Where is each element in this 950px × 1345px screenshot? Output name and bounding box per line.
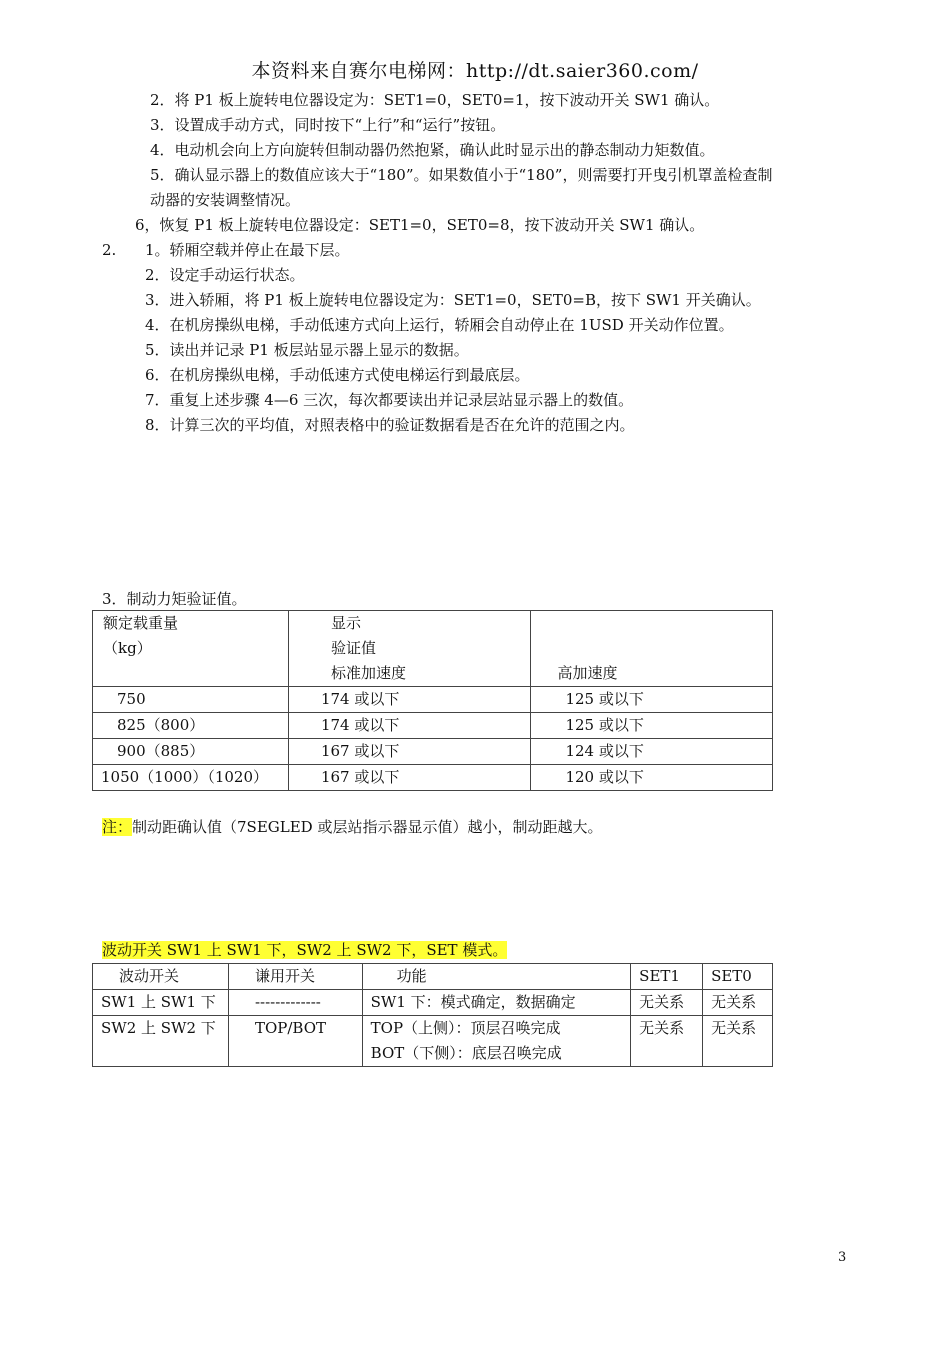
table-cell — [362, 1016, 631, 1067]
table-cell: 825（800） — [93, 713, 289, 739]
step-line: 6，恢复 P1 板上旋转电位器设定：SET1=0，SET0=8，按下波动开关 SW1 确认。 — [135, 216, 705, 234]
table-cell: 174 或以下 — [288, 713, 531, 739]
table-header-row — [93, 964, 773, 990]
table-cell: 124 或以下 — [531, 739, 773, 765]
table-row — [93, 1016, 773, 1067]
header-cell: 谦用开关 — [228, 964, 362, 990]
table-cell: 900（885） — [93, 739, 289, 765]
page-number: 3 — [838, 1250, 847, 1265]
step-line: 2．将 P1 板上旋转电位器设定为：SET1=0，SET0=1，按下波动开关 SW1 确认。 — [150, 91, 720, 109]
table-cell: 无关系 — [631, 990, 703, 1016]
table-row — [93, 739, 773, 765]
table-cell: 无关系 — [703, 990, 773, 1016]
table-cell: SW2 上 SW2 下 — [93, 1016, 229, 1067]
table-cell: SW1 上 SW1 下 — [93, 990, 229, 1016]
function-line: TOP（上侧）：顶层召唤完成 — [370, 1019, 561, 1037]
step-line: 6．在机房操纵电梯，手动低速方式使电梯运行到最底层。 — [145, 366, 530, 384]
step-line: 7．重复上述步骤 4—6 三次，每次都要读出并记录层站显示器上的数值。 — [145, 391, 634, 409]
table-cell: 125 或以下 — [531, 713, 773, 739]
step-line: 3．设置成手动方式，同时按下“上行”和“运行”按钮。 — [150, 116, 506, 134]
table-row — [93, 990, 773, 1016]
table-cell: 750 — [93, 687, 289, 713]
section-number: 2. — [102, 241, 117, 259]
function-line: BOT（下侧）：底层召唤完成 — [370, 1044, 562, 1062]
section-title: 3．制动力矩验证值。 — [102, 590, 247, 608]
table-cell: 1050（1000）（1020） — [93, 765, 289, 791]
table-cell: 无关系 — [631, 1016, 703, 1067]
header-cell: SET1 — [631, 964, 703, 990]
note-text: 制动距确认值（7SEGLED 或层站指示器显示值）越小，制动距越大。 — [132, 818, 603, 836]
note-label: 注： — [102, 818, 133, 836]
header-cell: 高加速度 — [557, 664, 618, 682]
brake-torque-table — [92, 610, 773, 791]
header-cell: 功能 — [362, 964, 631, 990]
step-line: 3．进入轿厢，将 P1 板上旋转电位器设定为：SET1=0，SET0=B，按下 SW1 开关确认。 — [145, 291, 761, 309]
table-cell: 无关系 — [703, 1016, 773, 1067]
table-cell: ------------- — [228, 990, 362, 1016]
step-line: 4．电动机会向上方向旋转但制动器仍然抱紧，确认此时显示出的静态制动力矩数值。 — [150, 141, 715, 159]
note — [102, 815, 602, 839]
table-cell: SW1 下：模式确定，数据确定 — [362, 990, 631, 1016]
table-cell: 120 或以下 — [531, 765, 773, 791]
header-cell: 额定载重量 — [103, 614, 179, 632]
table-cell: 174 或以下 — [288, 687, 531, 713]
switch-section-title: 波动开关 SW1 上 SW1 下，SW2 上 SW2 下，SET 模式。 — [102, 941, 508, 959]
table-cell: 125 或以下 — [531, 687, 773, 713]
step-line: 动器的安装调整情况。 — [150, 191, 301, 209]
switch-table — [92, 963, 773, 1067]
header-cell: 验证值 — [330, 639, 376, 657]
step-line: 5．读出并记录 P1 板层站显示器上显示的数据。 — [145, 341, 469, 359]
step-line: 8．计算三次的平均值，对照表格中的验证数据看是否在允许的范围之内。 — [145, 416, 635, 434]
table-cell: TOP/BOT — [228, 1016, 362, 1067]
header-cell: 显示 — [330, 614, 361, 632]
table-cell: 167 或以下 — [288, 739, 531, 765]
step-line: 4．在机房操纵电梯，手动低速方式向上运行，轿厢会自动停止在 1USD 开关动作位置。 — [145, 316, 734, 334]
step-line: 2．设定手动运行状态。 — [145, 266, 305, 284]
header-cell: 标准加速度 — [330, 664, 406, 682]
step-line: 5．确认显示器上的数值应该大于“180”。如果数值小于“180”，则需要打开曳引机罩盖检查制 — [150, 166, 773, 184]
table-cell: 167 或以下 — [288, 765, 531, 791]
header-cell: （kg） — [103, 639, 152, 657]
table-row — [93, 687, 773, 713]
table-row — [93, 713, 773, 739]
header-cell: 波动开关 — [93, 964, 229, 990]
step-line: 1。轿厢空载并停止在最下层。 — [145, 241, 350, 259]
table-header-row — [93, 611, 773, 687]
header-cell: SET0 — [703, 964, 773, 990]
table-row — [93, 765, 773, 791]
page-header: 本资料来自赛尔电梯网：http://dt.saier360.com/ — [251, 60, 699, 82]
